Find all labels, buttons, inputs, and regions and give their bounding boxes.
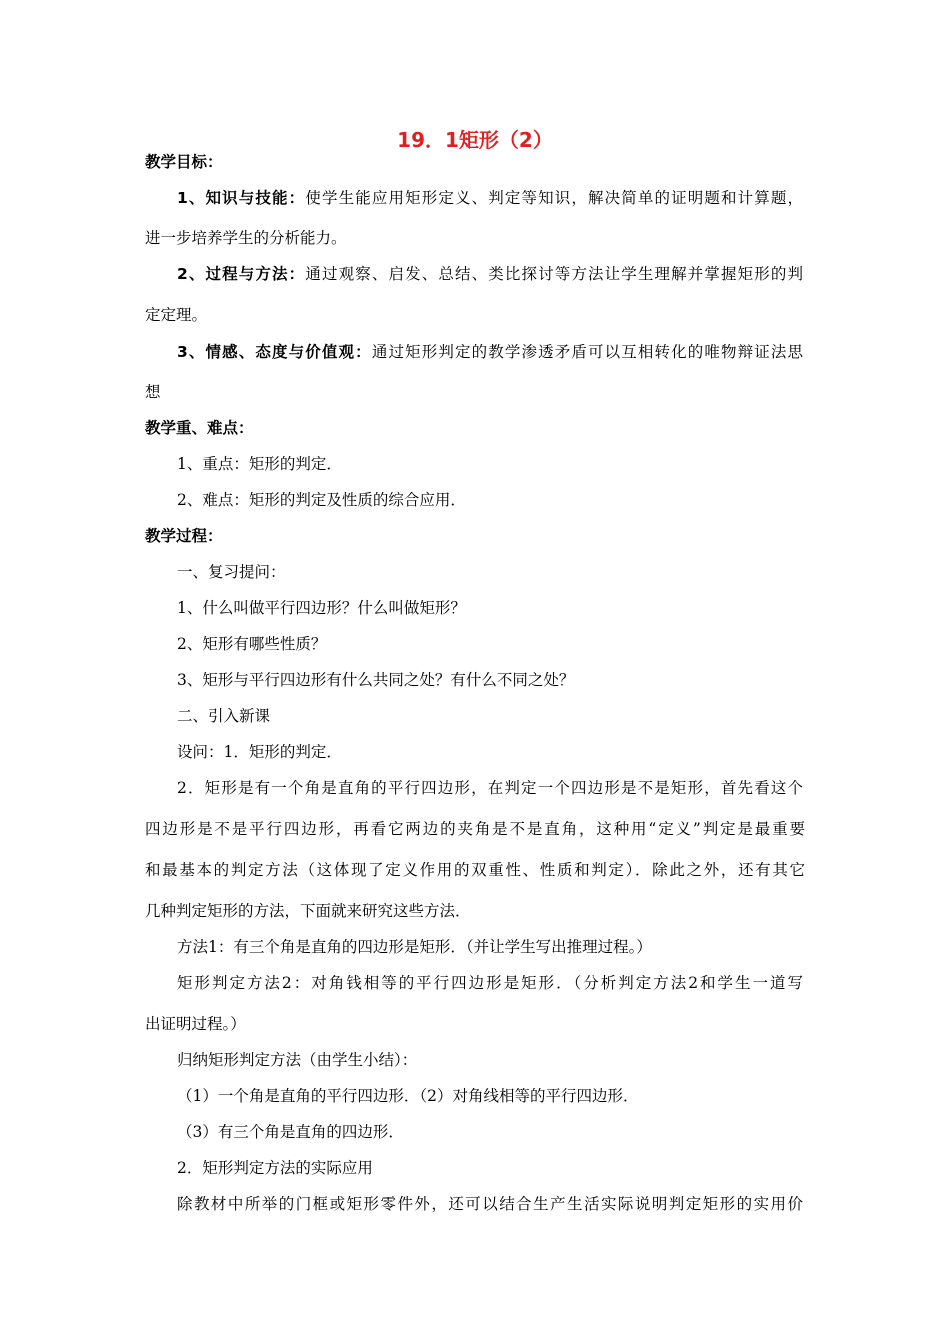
- paragraph-2-line-1: 2．矩形是有一个角是直角的平行四边形，在判定一个四边形是不是矩形，首先看这个: [177, 779, 803, 797]
- paragraph-2-line-4: 几种判定矩形的方法，下面就来研究这些方法．: [145, 902, 471, 920]
- keypoint-2: 2、难点：矩形的判定及性质的综合应用．: [177, 491, 466, 509]
- method-2-line-1: 矩形判定方法2：对角钱相等的平行四边形是矩形．（分析判定方法2和学生一道写: [177, 974, 803, 992]
- new-lesson-title: 二、引入新课: [177, 707, 271, 725]
- keypoints-heading: 教学重、难点：: [145, 419, 254, 437]
- method-2-line-2: 出证明过程。）: [145, 1015, 246, 1033]
- review-title: 一、复习提问：: [177, 563, 286, 581]
- application-text: 除教材中所举的门框或矩形零件外，还可以结合生产生活实际说明判定矩形的实用价: [177, 1195, 803, 1213]
- objective-2-label: 2、过程与方法：: [177, 265, 306, 283]
- summary-item-1-2: （1）一个角是直角的平行四边形．（2）对角线相等的平行四边形．: [177, 1087, 639, 1105]
- review-question-1: 1、什么叫做平行四边形？什么叫做矩形？: [177, 599, 466, 617]
- review-question-3: 3、矩形与平行四边形有什么共同之处？有什么不同之处？: [177, 671, 575, 689]
- summary-title: 归纳矩形判定方法（由学生小结）：: [177, 1051, 418, 1069]
- objectives-heading: 教学目标：: [145, 153, 223, 171]
- objective-3-cont: 想: [145, 383, 161, 401]
- objective-1-text: 使学生能应用矩形定义、判定等知识，解决简单的证明题和计算题，: [305, 189, 803, 207]
- objective-3: [177, 342, 803, 362]
- objective-1-cont: 进一步培养学生的分析能力。: [145, 229, 347, 247]
- objective-2-cont: 定定理。: [145, 306, 208, 324]
- objective-2: [177, 264, 803, 284]
- objective-2-text: 通过观察、启发、总结、类比探讨等方法让学生理解并掌握矩形的判: [305, 265, 803, 283]
- objective-3-label: 3、情感、态度与价值观：: [177, 343, 372, 361]
- lesson-question: 设问：1．矩形的判定．: [177, 743, 342, 761]
- process-heading: 教学过程：: [145, 527, 223, 545]
- objective-1-label: 1、知识与技能：: [177, 189, 306, 207]
- summary-item-3: （3）有三个角是直角的四边形．: [177, 1123, 404, 1141]
- review-question-2: 2、矩形有哪些性质？: [177, 635, 327, 653]
- paragraph-2-line-2: 四边形是不是平行四边形，再看它两边的夹角是不是直角，这种用“定义”判定是最重要: [145, 820, 805, 838]
- page-title: 19．1矩形（2）: [397, 128, 553, 152]
- paragraph-2-line-3: 和最基本的判定方法（这体现了定义作用的双重性、性质和判定）．除此之外，还有其它: [145, 861, 805, 879]
- objective-3-text: 通过矩形判定的教学渗透矛盾可以互相转化的唯物辩证法思: [371, 343, 803, 361]
- method-1: 方法1：有三个角是直角的四边形是矩形．（并让学生写出推理过程。）: [177, 938, 652, 956]
- keypoint-1: 1、重点：矩形的判定．: [177, 455, 342, 473]
- objective-1: [177, 188, 803, 208]
- application-title: 2．矩形判定方法的实际应用: [177, 1159, 373, 1177]
